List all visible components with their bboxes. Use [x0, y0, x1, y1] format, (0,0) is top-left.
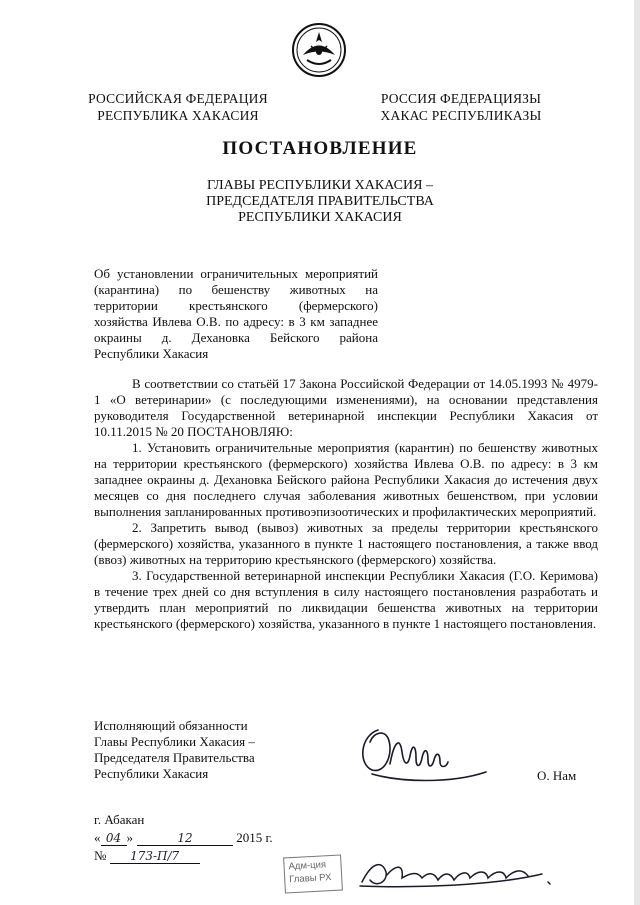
body-preamble: В соответствии со статьёй 17 Закона Российской Федерации от 14.05.1993 № 4979-1 «О ветеринарии» (с последующими изменениями), на основании представления руководителя Государственной ветеринарной инспекции Республики Хакасия от 10.11.2015 № 20 ПОСТАНОВЛЯЮ:	[94, 376, 598, 439]
signatory-name: О. Нам	[537, 768, 577, 783]
date-line	[94, 830, 273, 846]
registration-stamp	[283, 855, 343, 894]
signatory-line2: Главы Республики Хакасия –	[94, 734, 255, 749]
date-month: 12	[137, 831, 233, 846]
signatory-line1: Исполняющий обязанности	[94, 718, 248, 733]
document-body	[94, 376, 598, 632]
place-of-issue: г. Абакан	[94, 812, 145, 827]
stamp-line1: Адм-ция	[288, 859, 327, 873]
document-title: ПОСТАНОВЛЕНИЕ	[222, 138, 418, 159]
handwritten-signature-icon	[350, 712, 490, 792]
date-day: 04	[101, 831, 127, 846]
subtitle-line3: РЕСПУБЛИКИ ХАКАСИЯ	[238, 210, 402, 225]
document-subject: Об установлении ограничительных мероприятий (карантина) по бешенству животных на территории крестьянского (фермерского) хозяйства Ивлева О.В. по адресу: в 3 км западнее окраины д. Дехановка Бейского района Республики Хакасия	[94, 266, 378, 361]
body-item-1: 1. Установить ограничительные мероприятия (карантин) по бешенству животных на территории крестьянского (фермерского) хозяйства Ивлева О.В. по адресу: в 3 км западнее окраины д. Дехановка Бейского района Республики Хакасия до истечения двух месяцев со дня последнего случая заболевания животных бешенством, при условии выполнения запланированных противоэпизоотических и профилактических мероприятий.	[94, 440, 598, 519]
number-label: №	[94, 848, 107, 863]
header-right	[376, 90, 546, 124]
scan-edge	[634, 0, 640, 905]
date-open-quote: «	[94, 830, 101, 845]
approval-signature-icon	[352, 852, 562, 894]
date-close-quote: »	[126, 830, 133, 845]
signatory-title	[94, 718, 255, 782]
coat-of-arms-emblem-icon	[291, 22, 347, 78]
signatory-line4: Республики Хакасия	[94, 766, 209, 781]
header-left-line1: РОССИЙСКАЯ ФЕДЕРАЦИЯ	[88, 91, 268, 106]
body-item-2: 2. Запретить вывод (вывоз) животных за пределы территории крестьянского (фермерского) хозяйства, указанного в пункте 1 настоящего постановления, а также ввод (ввоз) животных на территорию крестьянского (фермерского) хозяйства.	[94, 520, 598, 567]
document-subtitle	[170, 178, 470, 226]
body-item-3: 3. Государственной ветеринарной инспекции Республики Хакасия (Г.О. Керимова) в течение трех дней со дня вступления в силу настоящего постановления разработать и утвердить план мероприятий по ликвидации бешенства животных на территории крестьянского (фермерского) хозяйства, указанного в пункте 1 настоящего постановления.	[94, 568, 598, 631]
number-value: 173-П/7	[110, 849, 200, 864]
subtitle-line1: ГЛАВЫ РЕСПУБЛИКИ ХАКАСИЯ –	[207, 178, 433, 193]
header-right-line2: ХАКАС РЕСПУБЛИКАЗЫ	[380, 108, 542, 123]
subtitle-line2: ПРЕДСЕДАТЕЛЯ ПРАВИТЕЛЬСТВА	[206, 194, 434, 209]
header-left	[88, 90, 268, 124]
number-line	[94, 848, 200, 864]
signatory-line3: Председателя Правительства	[94, 750, 255, 765]
header-left-line2: РЕСПУБЛИКА ХАКАСИЯ	[97, 108, 259, 123]
stamp-line2: Главы РХ	[288, 872, 332, 886]
date-year: 2015 г.	[236, 830, 273, 845]
header-right-line1: РОССИЯ ФЕДЕРАЦИЯЗЫ	[380, 91, 542, 106]
